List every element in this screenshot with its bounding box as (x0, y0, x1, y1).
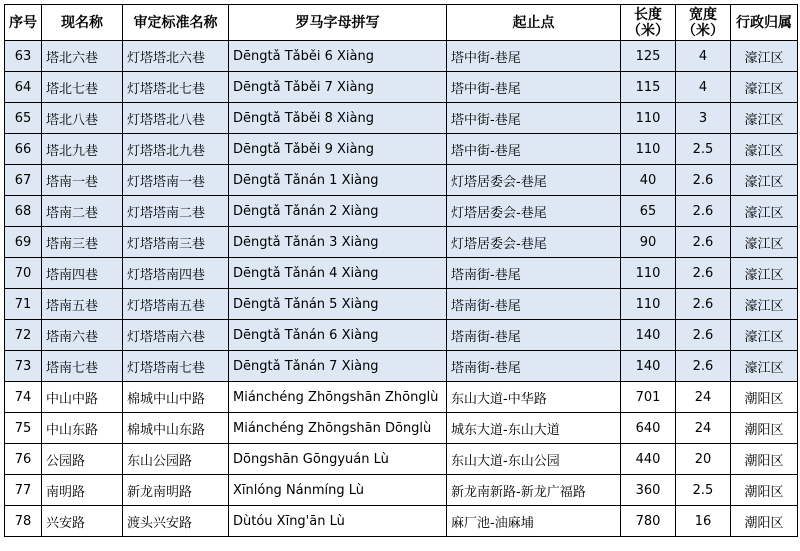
table-row (5, 289, 798, 320)
cell-romanization: Dēngtǎ Tǎnán 7 Xiàng (229, 351, 447, 382)
cell-width: 2.6 (676, 351, 731, 382)
cell-district: 潮阳区 (731, 382, 798, 413)
cell-district: 濠江区 (731, 72, 798, 103)
cell-length: 115 (621, 72, 676, 103)
cell-length: 125 (621, 41, 676, 72)
table-row (5, 134, 798, 165)
cell-romanization: Dēngtǎ Tǎnán 2 Xiàng (229, 196, 447, 227)
cell-romanization: Dēngtǎ Tǎnán 6 Xiàng (229, 320, 447, 351)
cell-standard-name: 灯塔塔南六巷 (123, 320, 229, 351)
header-standard-name: 审定标准名称 (123, 5, 229, 41)
cell-width: 2.5 (676, 134, 731, 165)
cell-start-end: 塔中街-巷尾 (447, 103, 621, 134)
cell-district: 濠江区 (731, 41, 798, 72)
cell-standard-name: 灯塔塔北七巷 (123, 72, 229, 103)
cell-start-end: 灯塔居委会-巷尾 (447, 196, 621, 227)
cell-no: 73 (5, 351, 42, 382)
cell-district: 濠江区 (731, 351, 798, 382)
cell-width: 24 (676, 382, 731, 413)
table-row (5, 103, 798, 134)
header-width: 宽度 （米） (676, 5, 731, 41)
cell-romanization: Dēngtǎ Tǎnán 3 Xiàng (229, 227, 447, 258)
cell-romanization: Dēngtǎ Tǎběi 7 Xiàng (229, 72, 447, 103)
cell-width: 4 (676, 72, 731, 103)
cell-length: 360 (621, 475, 676, 506)
cell-start-end: 塔中街-巷尾 (447, 134, 621, 165)
cell-width: 24 (676, 413, 731, 444)
cell-start-end: 麻厂池-油麻埔 (447, 506, 621, 537)
cell-current-name: 塔南四巷 (42, 258, 123, 289)
cell-romanization: Dēngtǎ Tǎnán 5 Xiàng (229, 289, 447, 320)
cell-standard-name: 灯塔塔南三巷 (123, 227, 229, 258)
cell-start-end: 东山大道-中华路 (447, 382, 621, 413)
cell-standard-name: 灯塔塔北八巷 (123, 103, 229, 134)
cell-no: 69 (5, 227, 42, 258)
cell-standard-name: 灯塔塔南五巷 (123, 289, 229, 320)
cell-current-name: 中山东路 (42, 413, 123, 444)
cell-width: 4 (676, 41, 731, 72)
cell-length: 90 (621, 227, 676, 258)
header-district: 行政归属 (731, 5, 798, 41)
cell-current-name: 塔北六巷 (42, 41, 123, 72)
cell-current-name: 塔南三巷 (42, 227, 123, 258)
cell-start-end: 塔南街-巷尾 (447, 351, 621, 382)
road-names-table (4, 4, 798, 537)
cell-start-end: 东山大道-东山公园 (447, 444, 621, 475)
header-start-end: 起止点 (447, 5, 621, 41)
header-no: 序号 (5, 5, 42, 41)
cell-width: 2.6 (676, 289, 731, 320)
cell-standard-name: 东山公园路 (123, 444, 229, 475)
cell-district: 濠江区 (731, 134, 798, 165)
cell-length: 110 (621, 258, 676, 289)
cell-romanization: Dēngtǎ Tǎběi 8 Xiàng (229, 103, 447, 134)
table-row (5, 444, 798, 475)
cell-current-name: 塔北九巷 (42, 134, 123, 165)
cell-length: 140 (621, 320, 676, 351)
header-romanization: 罗马字母拼写 (229, 5, 447, 41)
cell-no: 72 (5, 320, 42, 351)
table-row (5, 196, 798, 227)
table-row (5, 165, 798, 196)
cell-standard-name: 灯塔塔南四巷 (123, 258, 229, 289)
table-row (5, 413, 798, 444)
table-row (5, 475, 798, 506)
header-length: 长度 （米） (621, 5, 676, 41)
cell-length: 140 (621, 351, 676, 382)
cell-district: 濠江区 (731, 289, 798, 320)
table-row (5, 41, 798, 72)
cell-width: 2.6 (676, 165, 731, 196)
cell-district: 濠江区 (731, 320, 798, 351)
cell-width: 2.6 (676, 258, 731, 289)
cell-romanization: Xīnlóng Nánmíng Lù (229, 475, 447, 506)
cell-width: 2.6 (676, 320, 731, 351)
cell-district: 濠江区 (731, 196, 798, 227)
cell-width: 20 (676, 444, 731, 475)
cell-standard-name: 渡头兴安路 (123, 506, 229, 537)
cell-no: 65 (5, 103, 42, 134)
cell-length: 701 (621, 382, 676, 413)
cell-width: 16 (676, 506, 731, 537)
cell-start-end: 塔中街-巷尾 (447, 41, 621, 72)
cell-width: 2.6 (676, 227, 731, 258)
cell-district: 潮阳区 (731, 475, 798, 506)
cell-no: 71 (5, 289, 42, 320)
cell-width: 3 (676, 103, 731, 134)
cell-standard-name: 灯塔塔南七巷 (123, 351, 229, 382)
cell-length: 640 (621, 413, 676, 444)
cell-district: 潮阳区 (731, 413, 798, 444)
cell-district: 濠江区 (731, 258, 798, 289)
cell-no: 70 (5, 258, 42, 289)
cell-current-name: 塔南六巷 (42, 320, 123, 351)
cell-current-name: 南明路 (42, 475, 123, 506)
cell-district: 濠江区 (731, 227, 798, 258)
cell-length: 440 (621, 444, 676, 475)
cell-start-end: 灯塔居委会-巷尾 (447, 165, 621, 196)
cell-length: 780 (621, 506, 676, 537)
cell-length: 110 (621, 134, 676, 165)
table-row (5, 72, 798, 103)
cell-no: 67 (5, 165, 42, 196)
cell-start-end: 塔南街-巷尾 (447, 320, 621, 351)
table-row (5, 351, 798, 382)
header-current-name: 现名称 (42, 5, 123, 41)
cell-no: 74 (5, 382, 42, 413)
cell-length: 65 (621, 196, 676, 227)
cell-current-name: 塔北八巷 (42, 103, 123, 134)
cell-current-name: 兴安路 (42, 506, 123, 537)
cell-current-name: 塔南二巷 (42, 196, 123, 227)
cell-current-name: 中山中路 (42, 382, 123, 413)
cell-current-name: 塔南一巷 (42, 165, 123, 196)
cell-width: 2.5 (676, 475, 731, 506)
cell-romanization: Miánchéng Zhōngshān Zhōnglù (229, 382, 447, 413)
cell-romanization: Miánchéng Zhōngshān Dōnglù (229, 413, 447, 444)
cell-current-name: 公园路 (42, 444, 123, 475)
cell-romanization: Dēngtǎ Tǎnán 4 Xiàng (229, 258, 447, 289)
cell-current-name: 塔北七巷 (42, 72, 123, 103)
table-row (5, 258, 798, 289)
cell-standard-name: 棉城中山中路 (123, 382, 229, 413)
cell-start-end: 塔中街-巷尾 (447, 72, 621, 103)
cell-no: 63 (5, 41, 42, 72)
table-body (5, 41, 798, 537)
cell-district: 濠江区 (731, 165, 798, 196)
cell-romanization: Dōngshān Gōngyuán Lù (229, 444, 447, 475)
cell-start-end: 灯塔居委会-巷尾 (447, 227, 621, 258)
cell-romanization: Dēngtǎ Tǎběi 9 Xiàng (229, 134, 447, 165)
cell-start-end: 新龙南新路-新龙广福路 (447, 475, 621, 506)
cell-district: 潮阳区 (731, 506, 798, 537)
cell-romanization: Dēngtǎ Tǎběi 6 Xiàng (229, 41, 447, 72)
cell-start-end: 城东大道-东山大道 (447, 413, 621, 444)
cell-no: 66 (5, 134, 42, 165)
cell-current-name: 塔南七巷 (42, 351, 123, 382)
cell-standard-name: 新龙南明路 (123, 475, 229, 506)
cell-romanization: Dùtóu Xīng'ān Lù (229, 506, 447, 537)
cell-standard-name: 灯塔塔南二巷 (123, 196, 229, 227)
cell-no: 76 (5, 444, 42, 475)
cell-start-end: 塔南街-巷尾 (447, 258, 621, 289)
table-row (5, 506, 798, 537)
cell-length: 40 (621, 165, 676, 196)
cell-standard-name: 灯塔塔北九巷 (123, 134, 229, 165)
cell-start-end: 塔南街-巷尾 (447, 289, 621, 320)
cell-no: 77 (5, 475, 42, 506)
cell-current-name: 塔南五巷 (42, 289, 123, 320)
cell-standard-name: 棉城中山东路 (123, 413, 229, 444)
table-row (5, 320, 798, 351)
cell-length: 110 (621, 289, 676, 320)
header-row (5, 5, 798, 41)
cell-district: 潮阳区 (731, 444, 798, 475)
cell-no: 75 (5, 413, 42, 444)
cell-no: 78 (5, 506, 42, 537)
cell-no: 64 (5, 72, 42, 103)
cell-district: 濠江区 (731, 103, 798, 134)
cell-romanization: Dēngtǎ Tǎnán 1 Xiàng (229, 165, 447, 196)
table-row (5, 382, 798, 413)
cell-length: 110 (621, 103, 676, 134)
cell-standard-name: 灯塔塔南一巷 (123, 165, 229, 196)
cell-no: 68 (5, 196, 42, 227)
table-row (5, 227, 798, 258)
cell-standard-name: 灯塔塔北六巷 (123, 41, 229, 72)
cell-width: 2.6 (676, 196, 731, 227)
